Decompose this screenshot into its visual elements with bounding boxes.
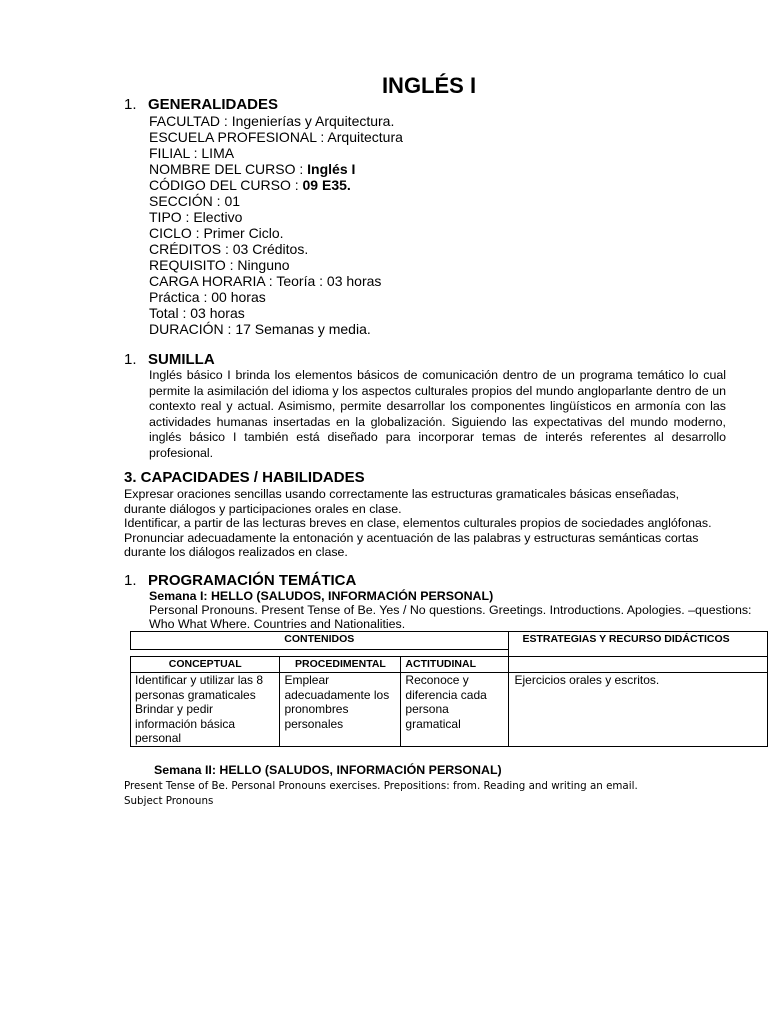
semana-1-description: Personal Pronouns. Present Tense of Be. Yes / No questions. Greetings. Introductions. Apologies. –questions: Who What Where. Countries and Nationalities. xyxy=(149,603,752,631)
semana-2-description: Present Tense of Be. Personal Pronouns exercises. Prepositions: from. Reading and writing an email. Subject Pronouns xyxy=(124,780,638,807)
gen-item-escuela: ESCUELA PROFESIONAL : Arquitectura xyxy=(149,129,403,145)
generalidades-list xyxy=(149,113,403,337)
gen-item-total: Total : 03 horas xyxy=(149,305,245,321)
capacidades-line: Pronunciar adecuadamente la entonación y acentuación de las palabras y estructuras semánticas cortas xyxy=(124,530,699,545)
procedimental-header: PROCEDIMENTAL xyxy=(280,657,401,673)
capacidades-line: durante los diálogos realizados en clase. xyxy=(124,545,348,559)
gen-item-facultad: FACULTAD : Ingenierías y Arquitectura. xyxy=(149,113,395,129)
gen-item-practica: Práctica : 00 horas xyxy=(149,289,266,305)
gen-item-ciclo: CICLO : Primer Ciclo. xyxy=(149,225,284,241)
actitudinal-header: ACTITUDINAL xyxy=(401,657,508,673)
semana-2-title: Semana II: HELLO (SALUDOS, INFORMACIÓN PERSONAL) xyxy=(154,763,502,777)
sumilla-paragraph: Inglés básico I brinda los elementos básicos de comunicación dentro de un programa temático lo cual permite la asimilación del idioma y los aspectos culturales propios del mundo angloparlante dentro de un contexto real y actual. Asimismo, permite desarrollar los componentes lingüísticos en armonía con las actividades humanas insertadas en la globalización. Siguiendo las expectativas del mundo moderno, inglés básico I también está diseñado para incorporar temas de interés referentes al desarrollo profesional. xyxy=(149,368,726,460)
section-number: 1. xyxy=(124,96,137,113)
gen-item-duracion: DURACIÓN : 17 Semanas y media. xyxy=(149,321,371,337)
gen-item-seccion: SECCIÓN : 01 xyxy=(149,193,241,209)
gen-item-codigo: CÓDIGO DEL CURSO : 09 E35. xyxy=(149,177,351,193)
gen-item-filial: FILIAL : LIMA xyxy=(149,145,235,161)
section-generalidades-heading xyxy=(124,96,278,114)
conceptual-cell: Identificar y utilizar las 8 personas gramaticales Brindar y pedir información básica personal xyxy=(131,673,280,747)
contenidos-header: CONTENIDOS xyxy=(131,632,509,650)
programacion-table xyxy=(130,631,768,747)
document-title: INGLÉS I xyxy=(381,73,477,98)
section-number: 1. xyxy=(124,351,137,368)
section-sumilla-heading xyxy=(124,351,215,369)
estrategias-spacer xyxy=(508,657,768,673)
header-spacer xyxy=(131,650,509,657)
capacidades-text xyxy=(124,487,764,560)
section-capacidades-heading: 3. CAPACIDADES / HABILIDADES xyxy=(124,469,365,486)
estrategias-header: ESTRATEGIAS Y RECURSO DIDÁCTICOS xyxy=(508,632,768,657)
section-label: SUMILLA xyxy=(148,351,215,368)
gen-item-creditos: CRÉDITOS : 03 Créditos. xyxy=(149,241,309,257)
section-label: PROGRAMACIÓN TEMÁTICA xyxy=(148,572,357,589)
capacidades-line: Expresar oraciones sencillas usando correctamente las estructuras gramaticales básicas enseñadas, xyxy=(124,487,680,501)
gen-item-nombre: NOMBRE DEL CURSO : Inglés I xyxy=(149,161,356,177)
procedimental-cell: Emplear adecuadamente los pronombres personales xyxy=(280,673,401,747)
gen-item-requisito: REQUISITO : Ninguno xyxy=(149,257,290,273)
section-programacion-heading xyxy=(124,572,356,590)
capacidades-line: Identificar, a partir de las lecturas breves en clase, elementos culturales propios de sociedades anglófonas. xyxy=(124,516,712,530)
semana-1-title: Semana I: HELLO (SALUDOS, INFORMACIÓN PERSONAL) xyxy=(149,589,494,603)
conceptual-header: CONCEPTUAL xyxy=(131,657,280,673)
section-label: GENERALIDADES xyxy=(148,96,279,113)
estrategias-cell: Ejercicios orales y escritos. xyxy=(508,673,768,747)
gen-item-tipo: TIPO : Electivo xyxy=(149,209,243,225)
section-number: 1. xyxy=(124,572,137,589)
gen-item-carga: CARGA HORARIA : Teoría : 03 horas xyxy=(149,273,382,289)
actitudinal-cell: Reconoce y diferencia cada persona gramatical xyxy=(401,673,508,747)
capacidades-line: durante diálogos y participaciones orales en clase. xyxy=(124,501,402,516)
